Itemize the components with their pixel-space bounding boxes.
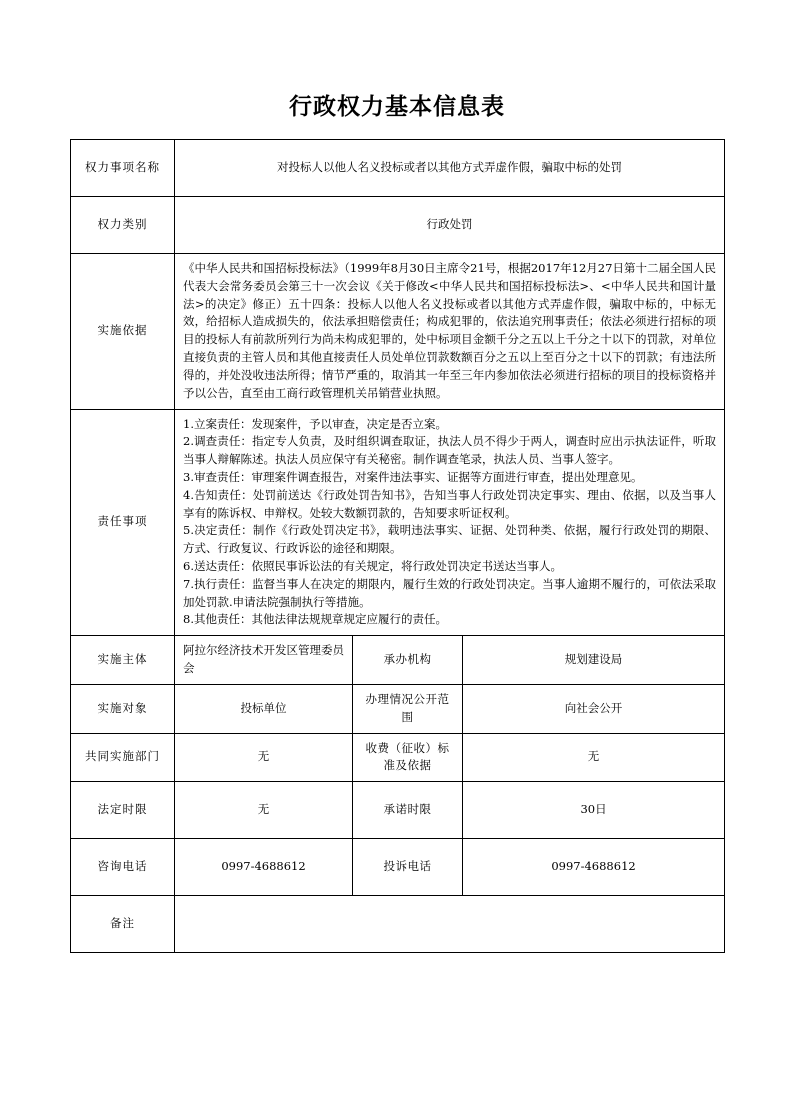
undertaker-value: 规划建设局 (463, 636, 725, 685)
table-row-power-type (71, 197, 725, 254)
basis-paragraph: 《中华人民共和国招标投标法》（1999年8月30日主席令21号，根据2017年12月27日第十二届全国人民代表大会常务委员会第三十一次会议《关于修改<中华人民共和国招标投标法>、<中华人民共和国计量法>的决定》修正）五十四条：投标人以他人名义投标或者以其他方式弄虚作假，骗取中标的，中标无效，给招标人造成损失的，依法承担赔偿责任；构成犯罪的，依法追究刑事责任；依法必须进行招标的项目的投标人有前款所列行为尚未构成犯罪的，处中标项目金额千分之五以上千分之十以下的罚款，对单位直接负责的主管人员和其他直接责任人员处单位罚款数额百分之五以上至百分之十以下的罚款；有违法所得的，并处没收违法所得；情节严重的，取消其一年至三年内参加依法必须进行招标的项目的投标资格并予以公告，直至由工商行政管理机关吊销营业执照。 (183, 261, 717, 400)
object-value: 投标单位 (175, 684, 353, 733)
item-name-value: 对投标人以他人名义投标或者以其他方式弄虚作假，骗取中标的处罚 (175, 140, 725, 197)
power-type-label: 权力类别 (71, 197, 175, 254)
power-info-table (70, 139, 725, 953)
duty-item: 3.审查责任：审理案件调查报告，对案件违法事实、证据等方面进行审查，提出处理意见。 (183, 469, 643, 484)
subject-label: 实施主体 (71, 636, 175, 685)
item-name-label: 权力事项名称 (71, 140, 175, 197)
subject-value: 阿拉尔经济技术开发区管理委员会 (175, 636, 353, 685)
basis-value (175, 254, 725, 410)
complaint-phone-label: 投诉电话 (353, 839, 463, 896)
duty-item: 1.立案责任：发现案件，予以审查，决定是否立案。 (183, 416, 447, 431)
table-row-duties (71, 409, 725, 636)
object-label: 实施对象 (71, 684, 175, 733)
legal-limit-value: 无 (175, 782, 353, 839)
basis-label: 实施依据 (71, 254, 175, 410)
duty-item: 7.执行责任：监督当事人在决定的期限内，履行生效的行政处罚决定。当事人逾期不履行的，可依法采取加处罚款.申请法院强制执行等措施。 (183, 576, 717, 609)
joint-dept-label: 共同实施部门 (71, 733, 175, 782)
legal-limit-label: 法定时限 (71, 782, 175, 839)
promised-limit-label: 承诺时限 (353, 782, 463, 839)
consult-phone-value: 0997-4688612 (175, 839, 353, 896)
joint-dept-value: 无 (175, 733, 353, 782)
power-type-value: 行政处罚 (175, 197, 725, 254)
table-row-time-limit (71, 782, 725, 839)
complaint-phone-value: 0997-4688612 (463, 839, 725, 896)
duty-item: 5.决定责任：制作《行政处罚决定书》，载明违法事实、证据、处罚种类、依据，履行行政处罚的期限、方式、行政复议、行政诉讼的途径和期限。 (183, 523, 717, 556)
table-row-phones (71, 839, 725, 896)
fee-label: 收费（征收）标准及依据 (353, 733, 463, 782)
disclosure-value: 向社会公开 (463, 684, 725, 733)
duty-item: 4.告知责任：处罚前送达《行政处罚告知书》，告知当事人行政处罚决定事实、理由、依据，以及当事人享有的陈诉权、申辩权。处较大数额罚款的，告知要求听证权利。 (183, 487, 717, 520)
undertaker-label: 承办机构 (353, 636, 463, 685)
remark-value (175, 896, 725, 953)
table-row-object (71, 684, 725, 733)
table-row-basis (71, 254, 725, 410)
remark-label: 备注 (71, 896, 175, 953)
table-row-joint-dept (71, 733, 725, 782)
table-row-subject (71, 636, 725, 685)
consult-phone-label: 咨询电话 (71, 839, 175, 896)
promised-limit-value: 30日 (463, 782, 725, 839)
duty-item: 8.其他责任：其他法律法规规章规定应履行的责任。 (183, 612, 447, 627)
duties-value (175, 409, 725, 636)
page-title: 行政权力基本信息表 (289, 93, 505, 120)
duty-item: 2.调查责任：指定专人负责，及时组织调查取证，执法人员不得少于两人，调查时应出示执法证件，听取当事人辩解陈述。执法人员应保守有关秘密。制作调查笔录，执法人员、当事人签字。 (183, 434, 717, 467)
disclosure-label: 办理情况公开范围 (353, 684, 463, 733)
table-row-item-name (71, 140, 725, 197)
duties-label: 责任事项 (71, 409, 175, 636)
fee-value: 无 (463, 733, 725, 782)
duty-item: 6.送达责任：依照民事诉讼法的有关规定，将行政处罚决定书送达当事人。 (183, 559, 562, 573)
table-row-remark (71, 896, 725, 953)
